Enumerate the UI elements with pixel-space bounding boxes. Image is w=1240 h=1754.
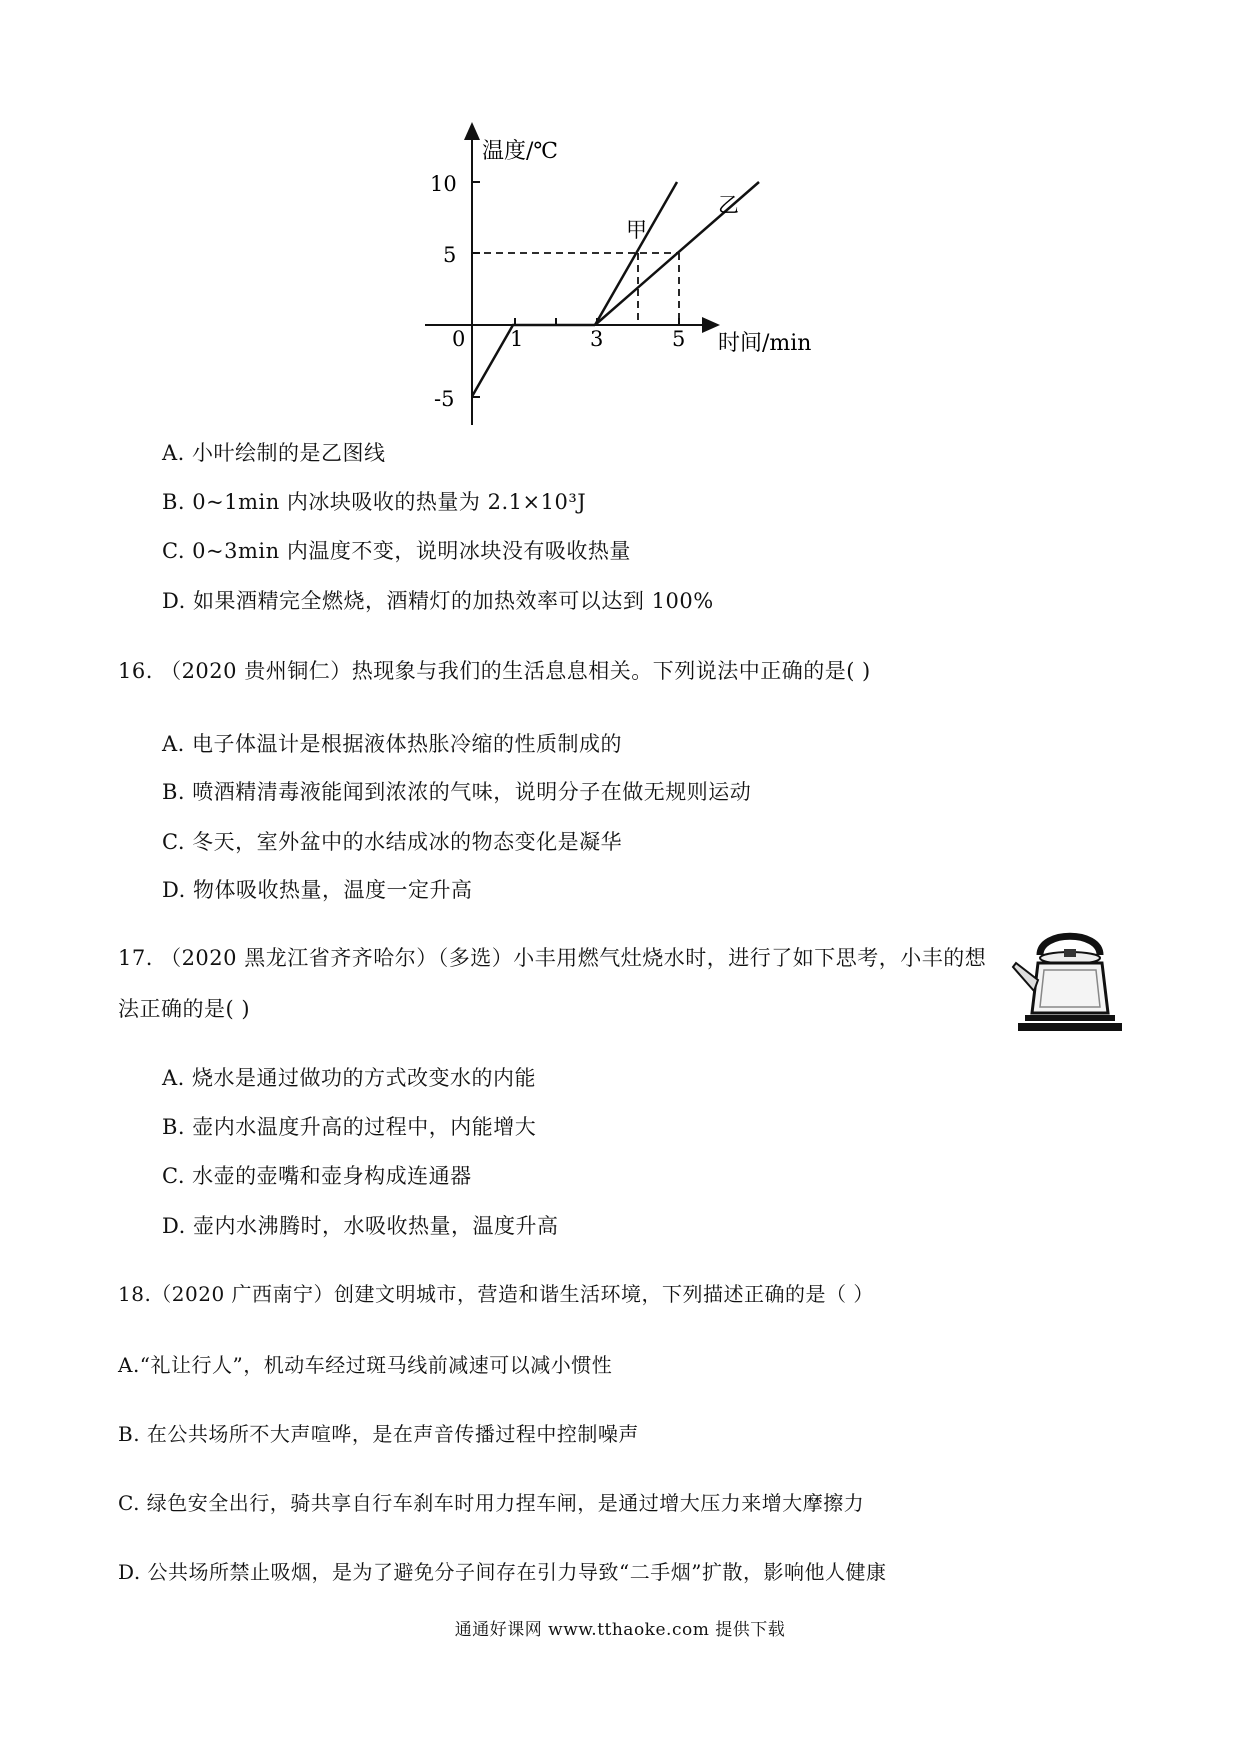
q17-option-b: B. 壶内水温度升高的过程中，内能增大 <box>162 1115 537 1139</box>
q18-stem: 18.（2020 广西南宁）创建文明城市，营造和谐生活环境，下列描述正确的是（ ） <box>118 1282 874 1306</box>
q16-option-b: B. 喷酒精清毒液能闻到浓浓的气味，说明分子在做无规则运动 <box>162 780 752 804</box>
q16-stem: 16. （2020 贵州铜仁）热现象与我们的生活息息相关。下列说法中正确的是( ) <box>118 659 871 683</box>
x-tick-3: 3 <box>590 327 604 351</box>
y-tick-5: 5 <box>443 243 457 267</box>
kettle-on-stove-illustration <box>1010 925 1130 1035</box>
q15-option-a: A. 小叶绘制的是乙图线 <box>162 441 386 465</box>
q15-option-b: B. 0~1min 内冰块吸收的热量为 2.1×10³J <box>162 490 587 514</box>
y-tick-10: 10 <box>430 172 457 196</box>
q18-option-c: C. 绿色安全出行，骑共享自行车刹车时用力捏车闸，是通过增大压力来增大摩擦力 <box>118 1491 865 1515</box>
page-footer: 通通好课网 www.tthaoke.com 提供下载 <box>454 1620 786 1640</box>
x-axis-label: 时间/min <box>718 331 812 356</box>
x-tick-0: 0 <box>452 327 466 351</box>
q18-option-d: D. 公共场所禁止吸烟，是为了避免分子间存在引力导致“二手烟”扩散，影响他人健康 <box>118 1560 887 1584</box>
q18-option-b: B. 在公共场所不大声喧哗，是在声音传播过程中控制噪声 <box>118 1422 639 1446</box>
q17-stem-line1: 17. （2020 黑龙江省齐齐哈尔）（多选）小丰用燃气灶烧水时，进行了如下思考，小丰的想 <box>118 946 987 970</box>
q16-option-a: A. 电子体温计是根据液体热胀冷缩的性质制成的 <box>162 732 623 756</box>
q15-option-d: D. 如果酒精完全燃烧，酒精灯的加热效率可以达到 100% <box>162 589 714 613</box>
q15-option-c: C. 0~3min 内温度不变，说明冰块没有吸收热量 <box>162 539 631 563</box>
x-tick-5: 5 <box>672 327 686 351</box>
q17-stem-line2: 法正确的是( ) <box>118 997 251 1021</box>
q17-option-a: A. 烧水是通过做功的方式改变水的内能 <box>162 1066 537 1090</box>
q18-option-a: A.“礼让行人”，机动车经过斑马线前减速可以减小惯性 <box>118 1353 613 1377</box>
line-shared-heating <box>472 325 595 397</box>
q17-option-c: C. 水壶的壶嘴和壶身构成连通器 <box>162 1164 472 1188</box>
y-axis-label: 温度/℃ <box>482 139 559 164</box>
temperature-time-graph <box>0 0 1240 450</box>
series-label-yi: 乙 <box>718 193 739 217</box>
y-tick-neg5: -5 <box>434 387 455 411</box>
series-label-jia: 甲 <box>626 218 647 242</box>
x-tick-1: 1 <box>510 327 524 351</box>
q16-option-d: D. 物体吸收热量，温度一定升高 <box>162 878 473 902</box>
q16-option-c: C. 冬天，室外盆中的水结成冰的物态变化是凝华 <box>162 830 623 854</box>
q17-option-d: D. 壶内水沸腾时，水吸收热量，温度升高 <box>162 1214 559 1238</box>
